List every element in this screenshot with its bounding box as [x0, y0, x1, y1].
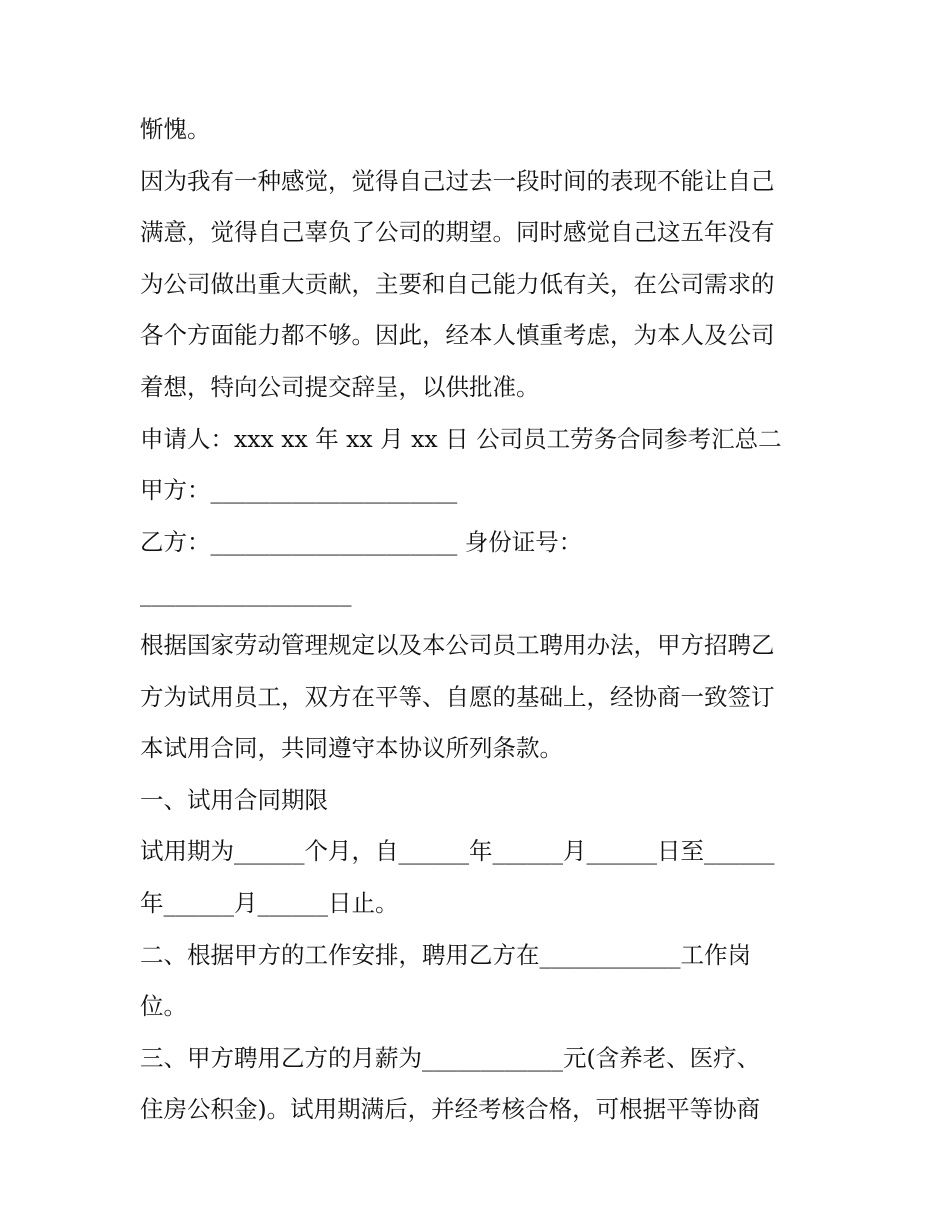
section-heading: 一、试用合同期限	[140, 785, 328, 814]
party-a-line: 甲方：_____________________	[140, 476, 458, 505]
id-number-blank: __________________	[140, 579, 352, 608]
applicant-line: 申请人：xxx xx 年 xx 月 xx 日 公司员工劳务合同参考汇总二	[140, 424, 782, 453]
text-line: 因为我有一种感觉，觉得自己过去一段时间的表现不能让自己	[140, 166, 775, 195]
party-b-line: 乙方：_____________________ 身份证号：	[140, 527, 583, 556]
text-line: 位。	[140, 992, 187, 1021]
document-body	[140, 104, 840, 1136]
text-line: 各个方面能力都不够。因此，经本人慎重考虑，为本人及公司	[140, 321, 775, 350]
text-line: 方为试用员工，双方在平等、自愿的基础上，经协商一致签订	[140, 682, 775, 711]
text-line: 惭愧。	[140, 115, 211, 143]
text-line: 住房公积金)。试用期满后，并经考核合格，可根据平等协商	[140, 1095, 761, 1124]
text-line: 二、根据甲方的工作安排，聘用乙方在____________工作岗	[140, 940, 751, 969]
text-line: 三、甲方聘用乙方的月薪为____________元(含养老、医疗、	[140, 1043, 761, 1072]
text-line: 试用期为______个月，自______年______月______日至______	[140, 837, 775, 866]
text-line: 着想，特向公司提交辞呈，以供批准。	[140, 372, 540, 401]
text-line: 满意，觉得自己辜负了公司的期望。同时感觉自己这五年没有	[140, 218, 775, 247]
text-line: 根据国家劳动管理规定以及本公司员工聘用办法，甲方招聘乙	[140, 630, 775, 659]
text-line: 为公司做出重大贡献，主要和自己能力低有关，在公司需求的	[140, 269, 775, 298]
text-line: 年______月______日止。	[140, 888, 399, 917]
text-line: 本试用合同，共同遵守本协议所列条款。	[140, 734, 563, 763]
